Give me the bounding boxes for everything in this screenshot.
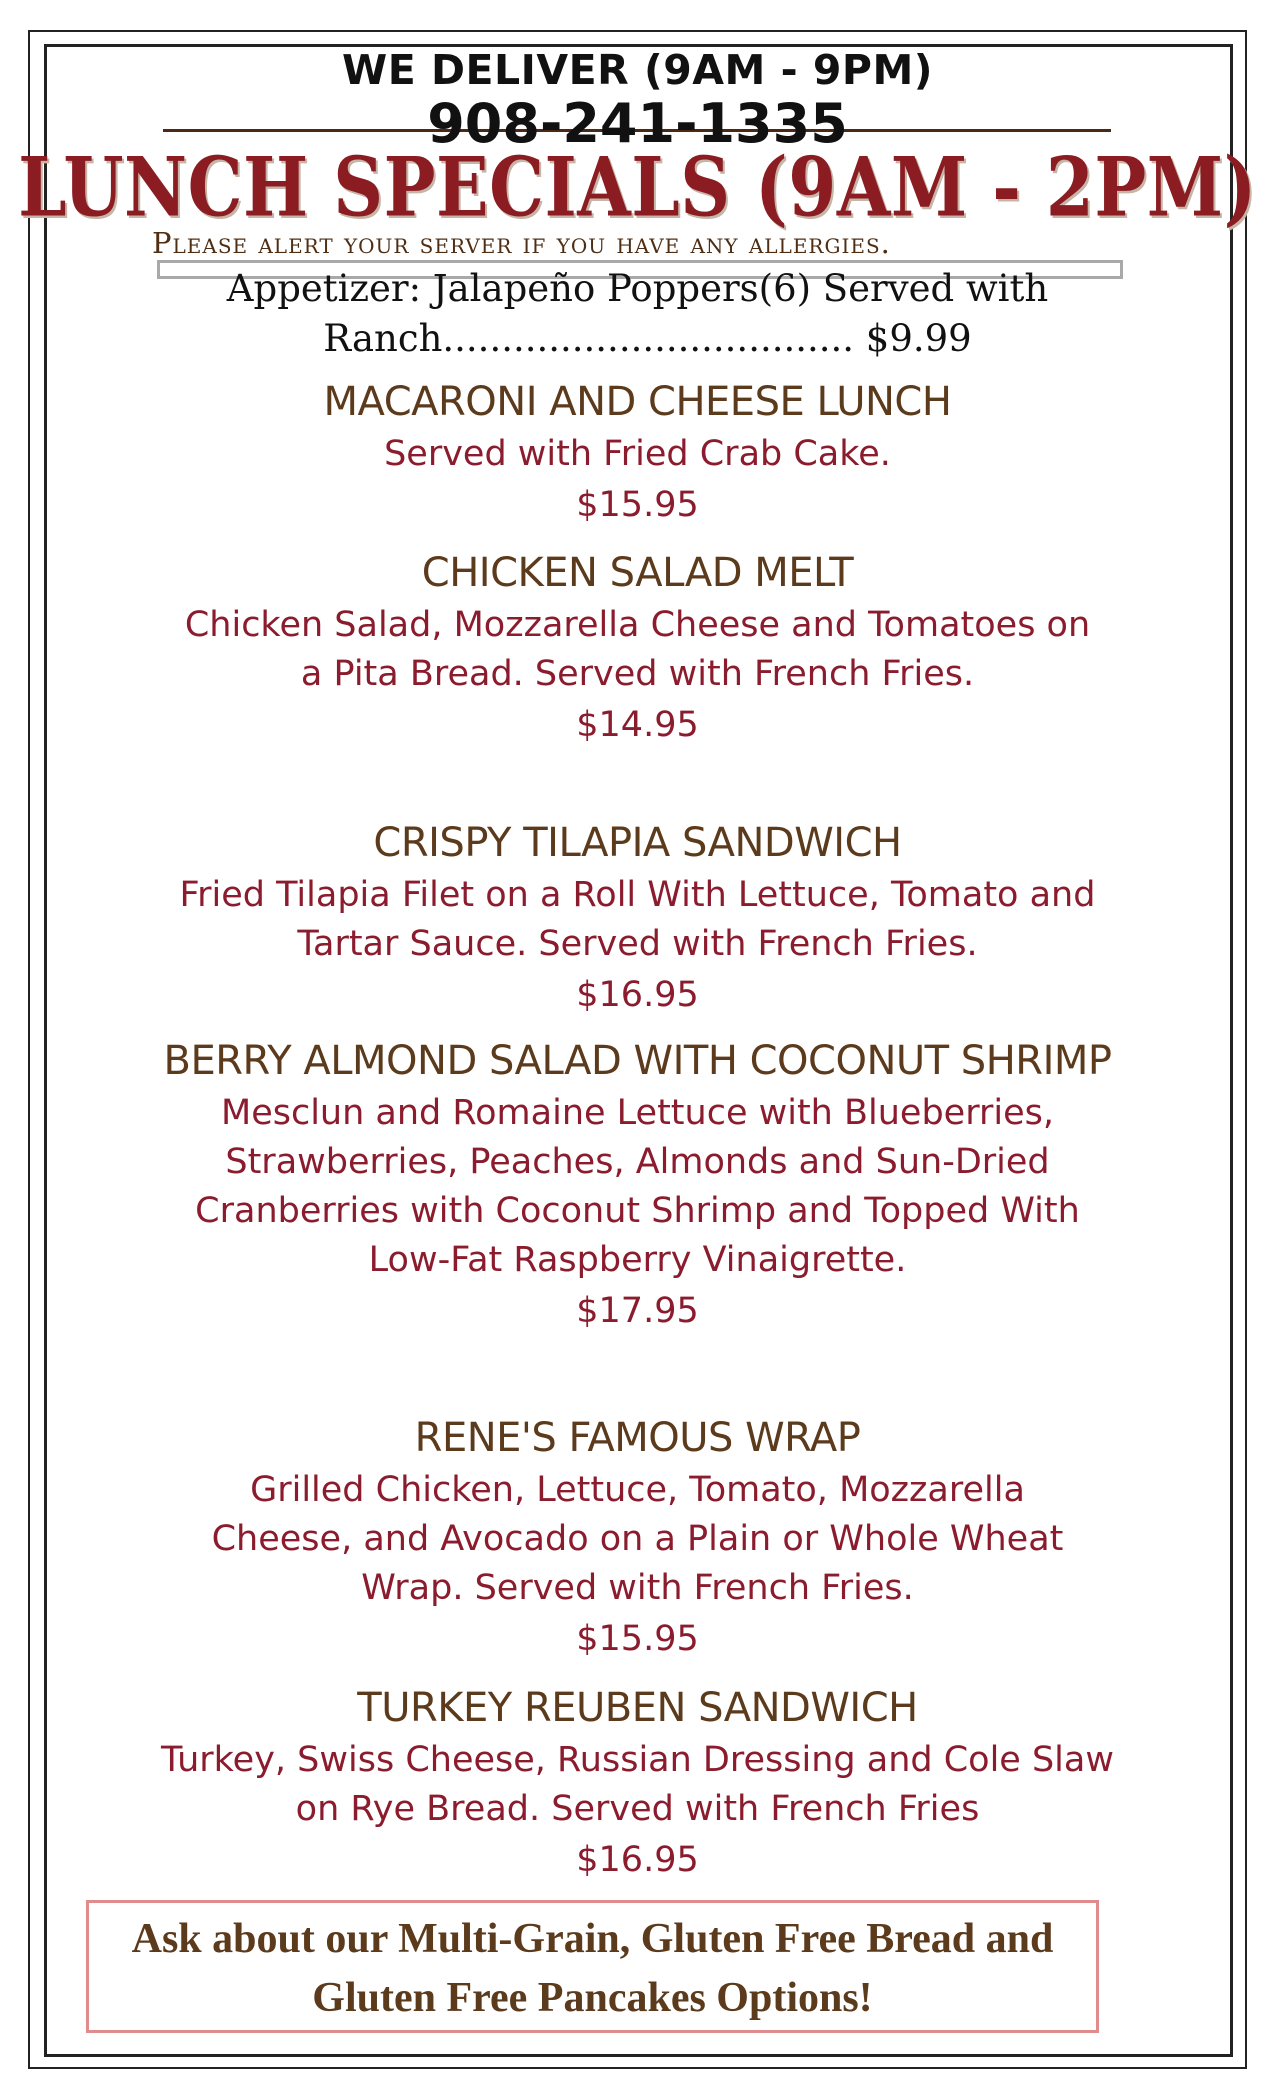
appetizer	[0, 264, 1275, 364]
menu-item-description: Fried Tilapia Filet on a Roll With Lettuce, Tomato and Tartar Sauce. Served with French Fries.	[179, 875, 1096, 964]
menu-item-description: Turkey, Swiss Cheese, Russian Dressing and Cole Slaw on Rye Bread. Served with French Fries	[161, 1740, 1114, 1829]
delivery-hours: WE DELIVER (9AM - 9PM)	[342, 46, 933, 94]
appetizer-line-2: Ranch................................... $9.99	[323, 317, 972, 360]
menu-item-description: Grilled Chicken, Lettuce, Tomato, Mozzarella Cheese, and Avocado on a Plain or Whole Wheat Wrap. Served with French Fries.	[211, 1470, 1064, 1608]
menu-item	[150, 1680, 1125, 1886]
menu-item-description: Mesclun and Romaine Lettuce with Blueberries, Strawberries, Peaches, Almonds and Sun-Dried Cranberries with Coconut Shrimp and Topped With Low-Fat Raspberry Vinaigrette.	[195, 1093, 1080, 1280]
menu-item-price: $16.95	[576, 1840, 699, 1880]
menu-item-price: $16.95	[576, 975, 699, 1015]
menu-item-name: CHICKEN SALAD MELT	[421, 550, 854, 596]
menu-item-description: Served with Fried Crab Cake.	[384, 434, 891, 474]
menu-item-price: $15.95	[576, 485, 699, 525]
appetizer-line-1: Appetizer: Jalapeño Poppers(6) Served with	[226, 267, 1049, 310]
menu-item-name: RENE'S FAMOUS WRAP	[414, 1415, 861, 1461]
menu-item-description: Chicken Salad, Mozzarella Cheese and Tomatoes on a Pita Bread. Served with French Fries.	[184, 605, 1091, 694]
page-title: LUNCH SPECIALS (9AM - 2PM)	[18, 140, 1257, 236]
menu-item	[150, 545, 1125, 751]
menu-item	[150, 1410, 1125, 1665]
allergy-notice: Please alert your server if you have any allergies.	[152, 226, 891, 260]
menu-item	[150, 374, 1125, 531]
menu-item-name: BERRY ALMOND SALAD WITH COCONUT SHRIMP	[163, 1038, 1112, 1084]
menu-item-price: $15.95	[576, 1619, 699, 1659]
menu-item	[150, 815, 1125, 1021]
phone-number: 908-241-1335	[427, 92, 848, 155]
menu-item-name: TURKEY REUBEN SANDWICH	[357, 1685, 918, 1731]
menu-item	[150, 1033, 1125, 1337]
menu-item-price: $14.95	[576, 705, 699, 745]
menu-item-name: CRISPY TILAPIA SANDWICH	[373, 820, 902, 866]
menu-item-price: $17.95	[576, 1291, 699, 1331]
menu-item-name: MACARONI AND CHEESE LUNCH	[323, 379, 952, 425]
gluten-free-note: Ask about our Multi-Grain, Gluten Free Bread and Gluten Free Pancakes Options!	[131, 1916, 1054, 2021]
